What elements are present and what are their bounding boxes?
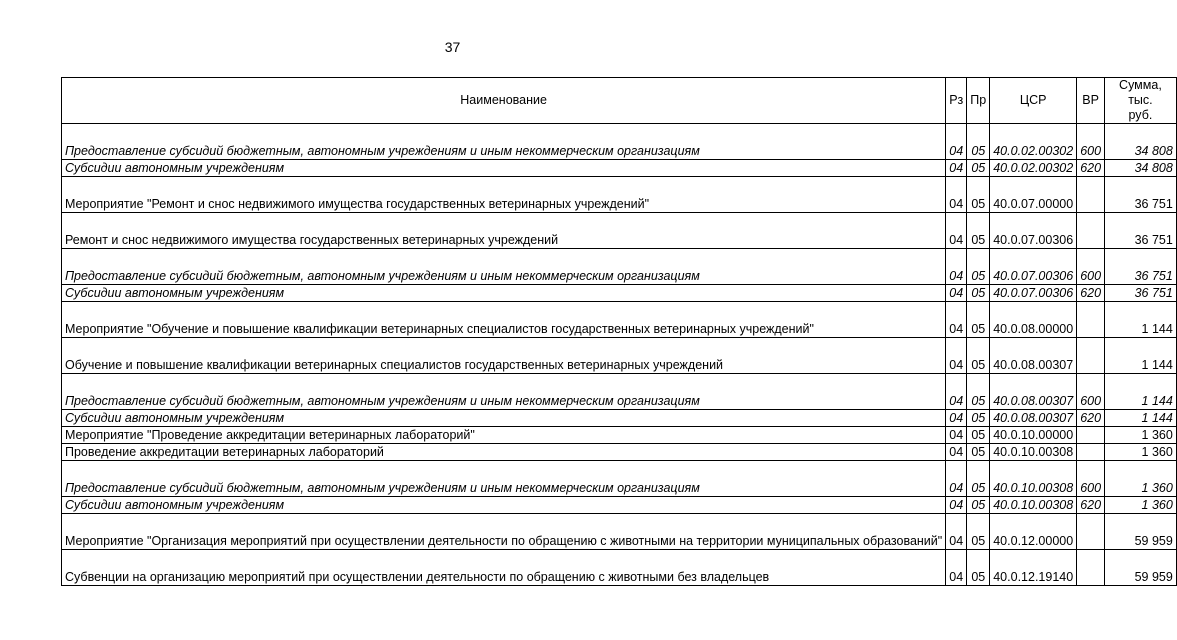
- cell-pr: 05: [967, 514, 990, 550]
- cell-vr: [1077, 177, 1105, 213]
- cell-name: Ремонт и снос недвижимого имущества государственных ветеринарных учреждений: [62, 213, 946, 249]
- cell-pr: 05: [967, 550, 990, 586]
- cell-rz: 04: [946, 427, 967, 444]
- cell-csr: 40.0.07.00306: [990, 249, 1077, 285]
- table-row: [62, 374, 1177, 410]
- cell-sum: 1 360: [1105, 427, 1177, 444]
- cell-sum: 1 360: [1105, 497, 1177, 514]
- cell-rz: 04: [946, 285, 967, 302]
- cell-sum: 1 360: [1105, 461, 1177, 497]
- budget-table: [61, 77, 1177, 586]
- cell-csr: 40.0.07.00000: [990, 177, 1077, 213]
- cell-name: Мероприятие "Обучение и повышение квалификации ветеринарных специалистов государственных ветеринарных учреждений": [62, 302, 946, 338]
- cell-sum: 36 751: [1105, 213, 1177, 249]
- cell-sum: 1 144: [1105, 374, 1177, 410]
- cell-pr: 05: [967, 213, 990, 249]
- cell-vr: 600: [1077, 461, 1105, 497]
- cell-pr: 05: [967, 427, 990, 444]
- cell-name: Субсидии автономным учреждениям: [62, 497, 946, 514]
- cell-vr: 600: [1077, 374, 1105, 410]
- cell-csr: 40.0.12.19140: [990, 550, 1077, 586]
- cell-vr: [1077, 213, 1105, 249]
- cell-vr: [1077, 550, 1105, 586]
- cell-rz: 04: [946, 514, 967, 550]
- header-name: Наименование: [62, 78, 946, 124]
- cell-sum: 34 808: [1105, 160, 1177, 177]
- cell-csr: 40.0.07.00306: [990, 213, 1077, 249]
- cell-csr: 40.0.12.00000: [990, 514, 1077, 550]
- cell-rz: 04: [946, 461, 967, 497]
- cell-sum: 34 808: [1105, 124, 1177, 160]
- cell-vr: [1077, 444, 1105, 461]
- cell-name: Мероприятие "Ремонт и снос недвижимого имущества государственных ветеринарных учреждений": [62, 177, 946, 213]
- cell-rz: 04: [946, 249, 967, 285]
- table-row: [62, 285, 1177, 302]
- cell-sum: 59 959: [1105, 514, 1177, 550]
- table-row: [62, 444, 1177, 461]
- cell-rz: 04: [946, 444, 967, 461]
- cell-rz: 04: [946, 124, 967, 160]
- cell-csr: 40.0.08.00307: [990, 338, 1077, 374]
- cell-csr: 40.0.02.00302: [990, 124, 1077, 160]
- cell-rz: 04: [946, 338, 967, 374]
- table-row: [62, 249, 1177, 285]
- cell-name: Мероприятие "Проведение аккредитации ветеринарных лабораторий": [62, 427, 946, 444]
- cell-pr: 05: [967, 285, 990, 302]
- table-row: [62, 302, 1177, 338]
- cell-sum: 36 751: [1105, 249, 1177, 285]
- cell-name: Проведение аккредитации ветеринарных лабораторий: [62, 444, 946, 461]
- cell-rz: 04: [946, 550, 967, 586]
- table-row: [62, 177, 1177, 213]
- cell-csr: 40.0.08.00307: [990, 410, 1077, 427]
- header-sum: Сумма, тыс. руб.: [1105, 78, 1177, 124]
- cell-pr: 05: [967, 338, 990, 374]
- cell-pr: 05: [967, 249, 990, 285]
- cell-pr: 05: [967, 444, 990, 461]
- cell-pr: 05: [967, 461, 990, 497]
- table-row: [62, 213, 1177, 249]
- cell-name: Субсидии автономным учреждениям: [62, 410, 946, 427]
- table-row: [62, 514, 1177, 550]
- table-row: [62, 461, 1177, 497]
- cell-sum: 1 144: [1105, 302, 1177, 338]
- table-header-row: [62, 78, 1177, 124]
- cell-vr: [1077, 302, 1105, 338]
- cell-rz: 04: [946, 497, 967, 514]
- cell-rz: 04: [946, 213, 967, 249]
- cell-name: Предоставление субсидий бюджетным, автономным учреждениям и иным некоммерческим организациям: [62, 461, 946, 497]
- cell-pr: 05: [967, 124, 990, 160]
- table-row: [62, 427, 1177, 444]
- cell-pr: 05: [967, 410, 990, 427]
- cell-sum: 59 959: [1105, 550, 1177, 586]
- cell-name: Субсидии автономным учреждениям: [62, 285, 946, 302]
- cell-pr: 05: [967, 177, 990, 213]
- cell-sum: 1 144: [1105, 410, 1177, 427]
- cell-csr: 40.0.10.00000: [990, 427, 1077, 444]
- cell-vr: 620: [1077, 285, 1105, 302]
- table-row: [62, 338, 1177, 374]
- cell-csr: 40.0.02.00302: [990, 160, 1077, 177]
- table-row: [62, 124, 1177, 160]
- cell-vr: [1077, 338, 1105, 374]
- cell-csr: 40.0.08.00000: [990, 302, 1077, 338]
- cell-csr: 40.0.10.00308: [990, 444, 1077, 461]
- cell-pr: 05: [967, 497, 990, 514]
- cell-vr: [1077, 514, 1105, 550]
- cell-vr: 620: [1077, 160, 1105, 177]
- cell-csr: 40.0.10.00308: [990, 461, 1077, 497]
- header-rz: Рз: [946, 78, 967, 124]
- cell-pr: 05: [967, 374, 990, 410]
- cell-sum: 1 360: [1105, 444, 1177, 461]
- header-csr: ЦСР: [990, 78, 1077, 124]
- cell-pr: 05: [967, 160, 990, 177]
- table-row: [62, 410, 1177, 427]
- cell-sum: 36 751: [1105, 177, 1177, 213]
- cell-csr: 40.0.10.00308: [990, 497, 1077, 514]
- cell-vr: 620: [1077, 410, 1105, 427]
- cell-name: Предоставление субсидий бюджетным, автономным учреждениям и иным некоммерческим организациям: [62, 124, 946, 160]
- header-pr: Пр: [967, 78, 990, 124]
- cell-csr: 40.0.08.00307: [990, 374, 1077, 410]
- cell-rz: 04: [946, 410, 967, 427]
- table-row: [62, 497, 1177, 514]
- cell-sum: 1 144: [1105, 338, 1177, 374]
- cell-name: Мероприятие "Организация мероприятий при осуществлении деятельности по обращению с животными на территории муниципальных образований": [62, 514, 946, 550]
- page-number: 37: [444, 39, 461, 55]
- table-body: [62, 124, 1177, 586]
- cell-rz: 04: [946, 160, 967, 177]
- cell-pr: 05: [967, 302, 990, 338]
- cell-name: Субсидии автономным учреждениям: [62, 160, 946, 177]
- cell-csr: 40.0.07.00306: [990, 285, 1077, 302]
- cell-vr: 600: [1077, 249, 1105, 285]
- cell-name: Обучение и повышение квалификации ветеринарных специалистов государственных ветеринарных учреждений: [62, 338, 946, 374]
- cell-name: Предоставление субсидий бюджетным, автономным учреждениям и иным некоммерческим организациям: [62, 374, 946, 410]
- cell-vr: 620: [1077, 497, 1105, 514]
- cell-rz: 04: [946, 374, 967, 410]
- table-row: [62, 160, 1177, 177]
- cell-vr: [1077, 427, 1105, 444]
- header-vr: ВР: [1077, 78, 1105, 124]
- cell-rz: 04: [946, 177, 967, 213]
- cell-rz: 04: [946, 302, 967, 338]
- cell-sum: 36 751: [1105, 285, 1177, 302]
- cell-name: Субвенции на организацию мероприятий при осуществлении деятельности по обращению с животными без владельцев: [62, 550, 946, 586]
- cell-name: Предоставление субсидий бюджетным, автономным учреждениям и иным некоммерческим организациям: [62, 249, 946, 285]
- cell-vr: 600: [1077, 124, 1105, 160]
- table-row: [62, 550, 1177, 586]
